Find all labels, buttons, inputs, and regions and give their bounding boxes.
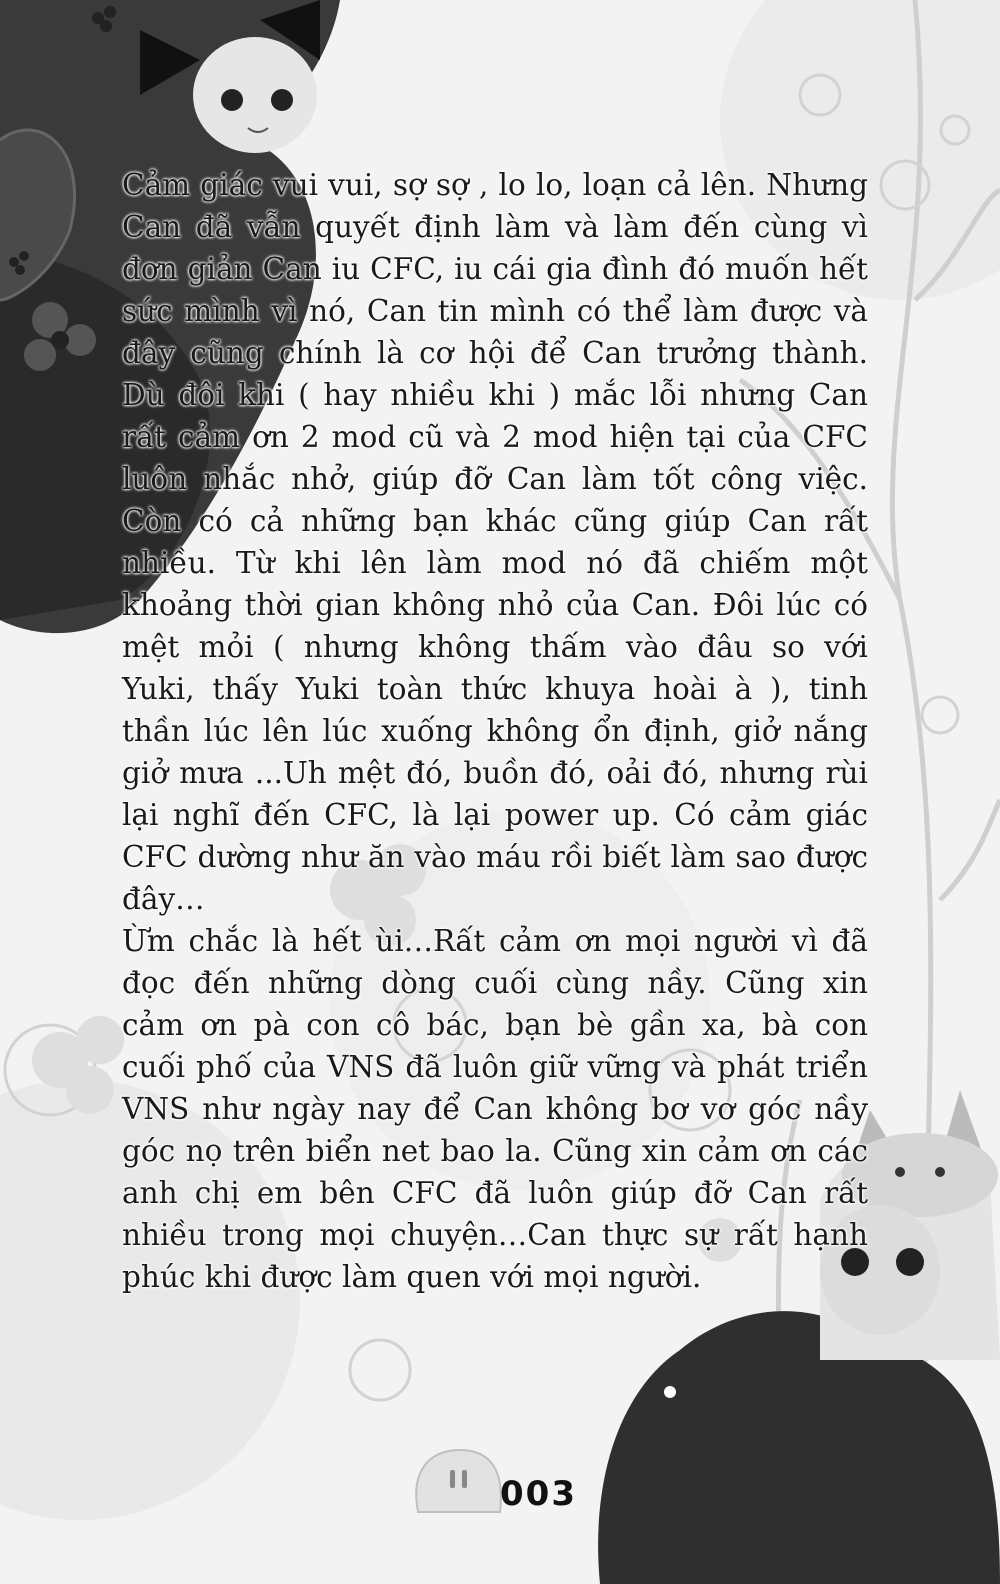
text-line: khoảng thời gian không nhỏ của Can. Đôi lúc có	[122, 588, 868, 622]
text-line: Cảm giác vui vui, sợ sợ , lo lo, loạn cả lên. Nhưng	[122, 168, 868, 202]
text-line: mệt mỏi ( nhưng không thấm vào đâu so với	[122, 630, 868, 664]
text-line: sức mình vì nó, Can tin mình có thể làm được và	[122, 294, 868, 328]
text-line: đây…	[122, 882, 205, 916]
text-line: CFC dường như ăn vào máu rồi biết làm sao được	[122, 840, 868, 874]
text-line: phúc khi được làm quen với mọi người.	[122, 1260, 702, 1294]
text-line: lại nghĩ đến CFC, là lại power up. Có cảm giác	[122, 798, 868, 832]
text-line: luôn nhắc nhở, giúp đỡ Can làm tốt công việc.	[122, 462, 868, 496]
text-line: rất cảm ơn 2 mod cũ và 2 mod hiện tại của CFC	[122, 420, 868, 454]
text-line: đọc đến những dòng cuối cùng nầy. Cũng xin	[122, 966, 868, 1000]
text-line: giở mưa ...Uh mệt đó, buồn đó, oải đó, nhưng rùi	[122, 756, 868, 790]
text-line: cuối phố của VNS đã luôn giữ vững và phát triển	[122, 1050, 868, 1084]
body-text	[122, 164, 868, 1298]
text-line: nhiều. Từ khi lên làm mod nó đã chiếm một	[122, 546, 868, 580]
page-number: 003	[500, 1474, 577, 1514]
text-line: nhiều trong mọi chuyện…Can thực sự rất hạnh	[122, 1218, 868, 1252]
text-line: Ừm chắc là hết ùi…Rất cảm ơn mọi người vì đã	[122, 924, 868, 958]
text-line: Yuki, thấy Yuki toàn thức khuya hoài à ), tinh	[122, 672, 868, 706]
text-line: anh chị em bên CFC đã luôn giúp đỡ Can rất	[122, 1176, 868, 1210]
text-line: Còn có cả những bạn khác cũng giúp Can rất	[122, 504, 868, 538]
text-line: thần lúc lên lúc xuống không ổn định, giở nắng	[122, 714, 868, 748]
text-line: cảm ơn pà con cô bác, bạn bè gần xa, bà con	[122, 1008, 868, 1042]
text-line: đây cũng chính là cơ hội để Can trưởng thành.	[122, 336, 868, 370]
text-line: đơn giản Can iu CFC, iu cái gia đình đó muốn hết	[122, 252, 868, 286]
text-line: VNS như ngày nay để Can không bơ vơ góc nầy	[122, 1092, 868, 1126]
text-line: Can đã vẫn quyết định làm và làm đến cùng vì	[122, 210, 868, 244]
page-number-area	[410, 1452, 590, 1532]
text-line: Dù đôi khi ( hay nhiều khi ) mắc lỗi nhưng Can	[122, 378, 868, 412]
text-line: góc nọ trên biển net bao la. Cũng xin cảm ơn các	[122, 1134, 868, 1168]
